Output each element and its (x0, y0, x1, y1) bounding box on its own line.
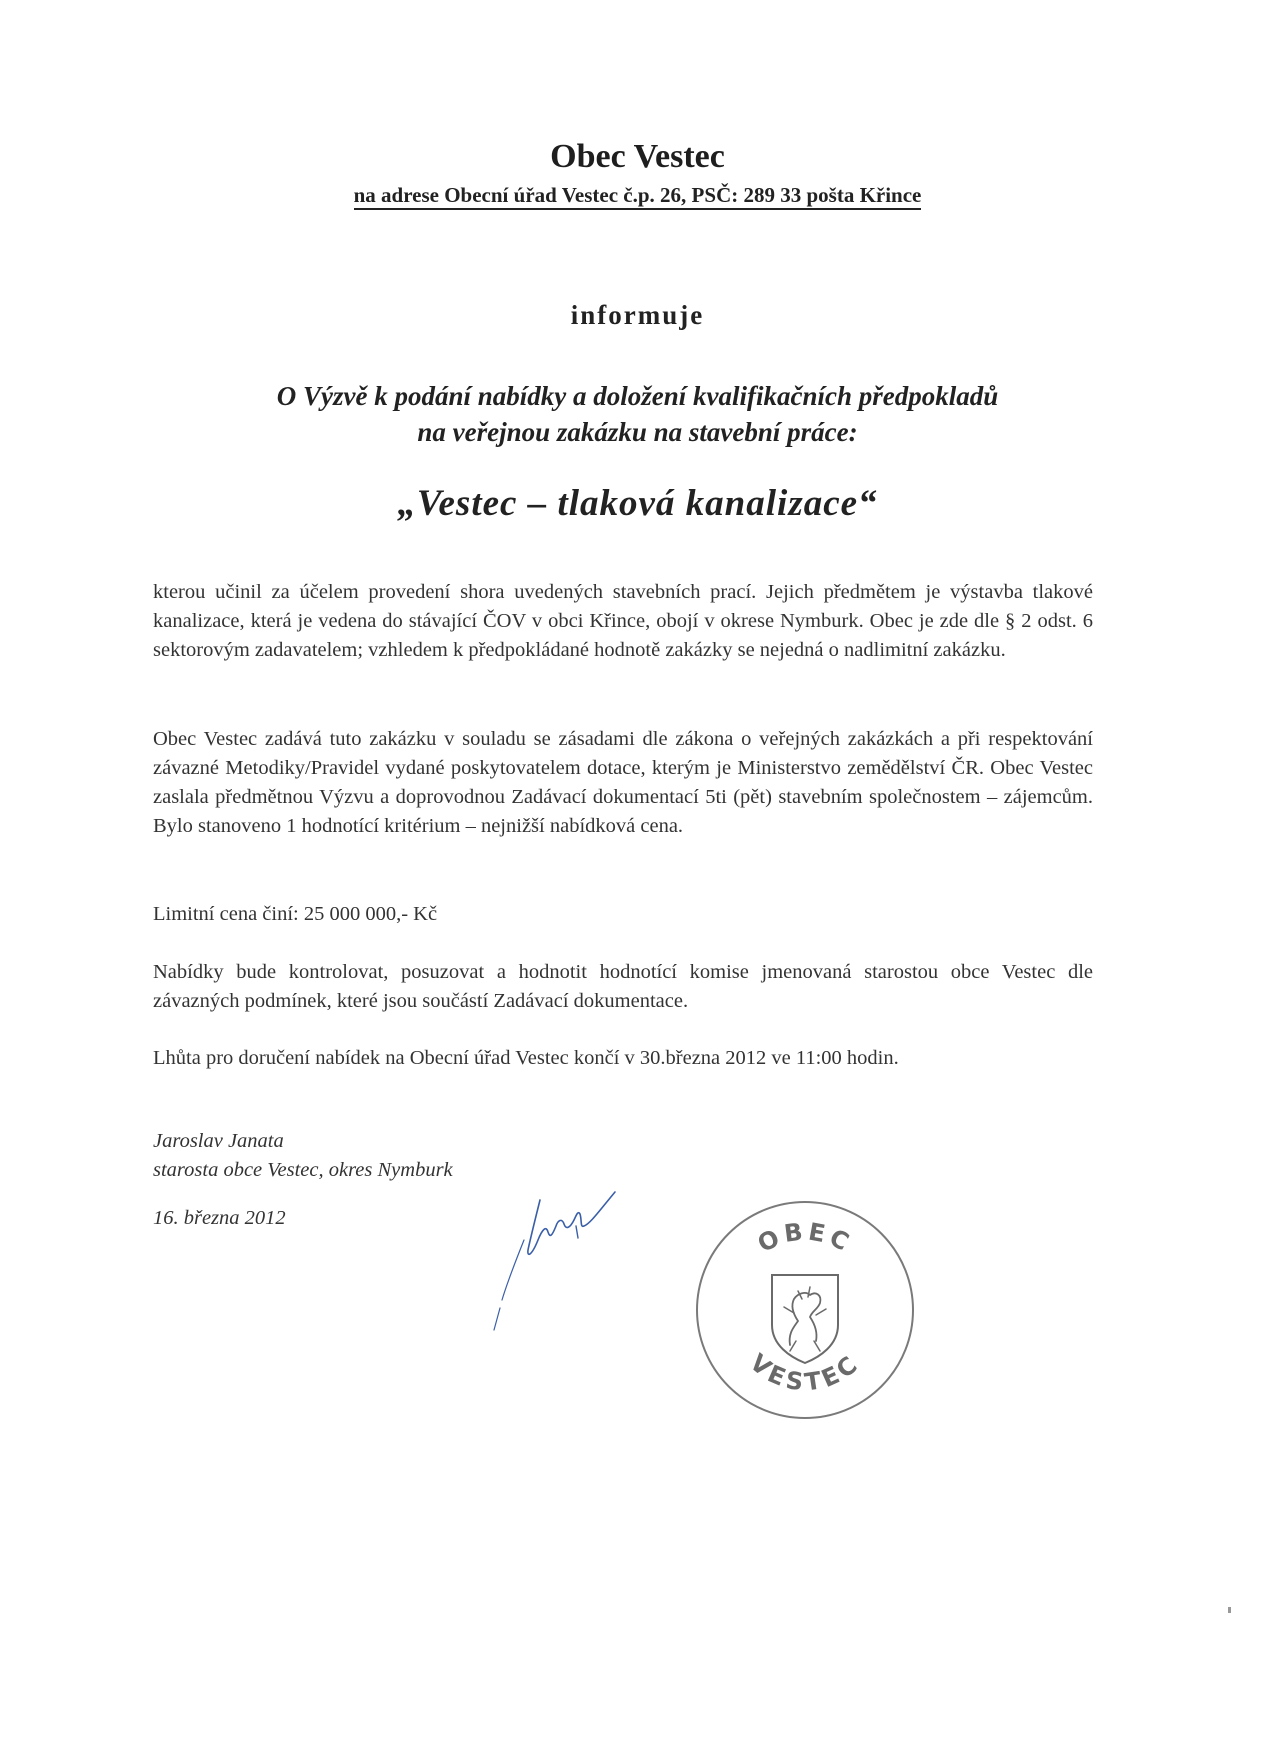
lion-icon (790, 1293, 821, 1345)
paragraph-1: kterou učinil za účelem provedení shora uvedených stavebních prací. Jejich předmětem je výstavba tlakové kanalizace, která je vedena do stávající ČOV v obci Křince, obojí v okrese Nymburk. Obec je zde dle § 2 odst. 6 sektorovým zadavatelem; vzhledem k předpokládané hodnotě zakázky se nejedná o nadlimitní zakázku. (153, 581, 1093, 661)
municipal-seal-stamp (690, 1195, 920, 1425)
document-date: 16. března 2012 (153, 1207, 286, 1229)
signatory-name: Jaroslav Janata (153, 1130, 284, 1152)
coat-of-arms-shield-icon (772, 1275, 838, 1363)
subject-line-2: na veřejnou zakázku na stavební práce: (417, 417, 858, 447)
subject-line-1: O Výzvě k podání nabídky a doložení kvalifikačních předpokladů (276, 381, 999, 411)
paragraph-deadline: Lhůta pro doručení nabídek na Obecní úřad Vestec končí v 30.března 2012 ve 11:00 hodin. (153, 1047, 899, 1069)
svg-text:VESTEC (744, 1348, 865, 1396)
paragraph-evaluation: Nabídky bude kontrolovat, posuzovat a hodnotit hodnotící komise jmenovaná starostou obce Vestec dle závazných podmínek, které jsou součástí Zadávací dokumentace. (153, 961, 1093, 1012)
signatory-block (153, 1127, 453, 1185)
address-text: na adrese Obecní úřad Vestec č.p. 26, PSČ: 289 33 pošta Křince (354, 183, 922, 210)
municipality-address (0, 183, 1275, 208)
paragraph-2: Obec Vestec zadává tuto zakázku v souladu se zásadami dle zákona o veřejných zakázkách a při respektování závazné Metodiky/Pravidel vydané poskytovatelem dotace, kterým je Ministerstvo zemědělství ČR. Obec Vestec zaslala předmětnou Výzvu a doprovodnou Zadávací dokumentací 5ti (pět) stavebním společnostem – zájemcům. Bylo stanoveno 1 hodnotící kritérium – nejnižší nabídková cena. (153, 728, 1093, 837)
project-title: „Vestec – tlaková kanalizace“ (397, 483, 878, 524)
municipality-title: Obec Vestec (550, 138, 725, 175)
svg-text:OBEC (753, 1217, 857, 1258)
signatory-role: starosta obce Vestec, okres Nymburk (153, 1159, 453, 1181)
subject-heading (0, 378, 1275, 450)
scan-artifact (1228, 1607, 1231, 1613)
paragraph-limit-price: Limitní cena činí: 25 000 000,- Kč (153, 903, 438, 925)
stamp-bottom-text: VESTEC (744, 1348, 866, 1397)
informs-heading: informuje (570, 300, 705, 330)
handwritten-signature (480, 1180, 660, 1350)
stamp-top-text: OBEC (753, 1217, 858, 1259)
